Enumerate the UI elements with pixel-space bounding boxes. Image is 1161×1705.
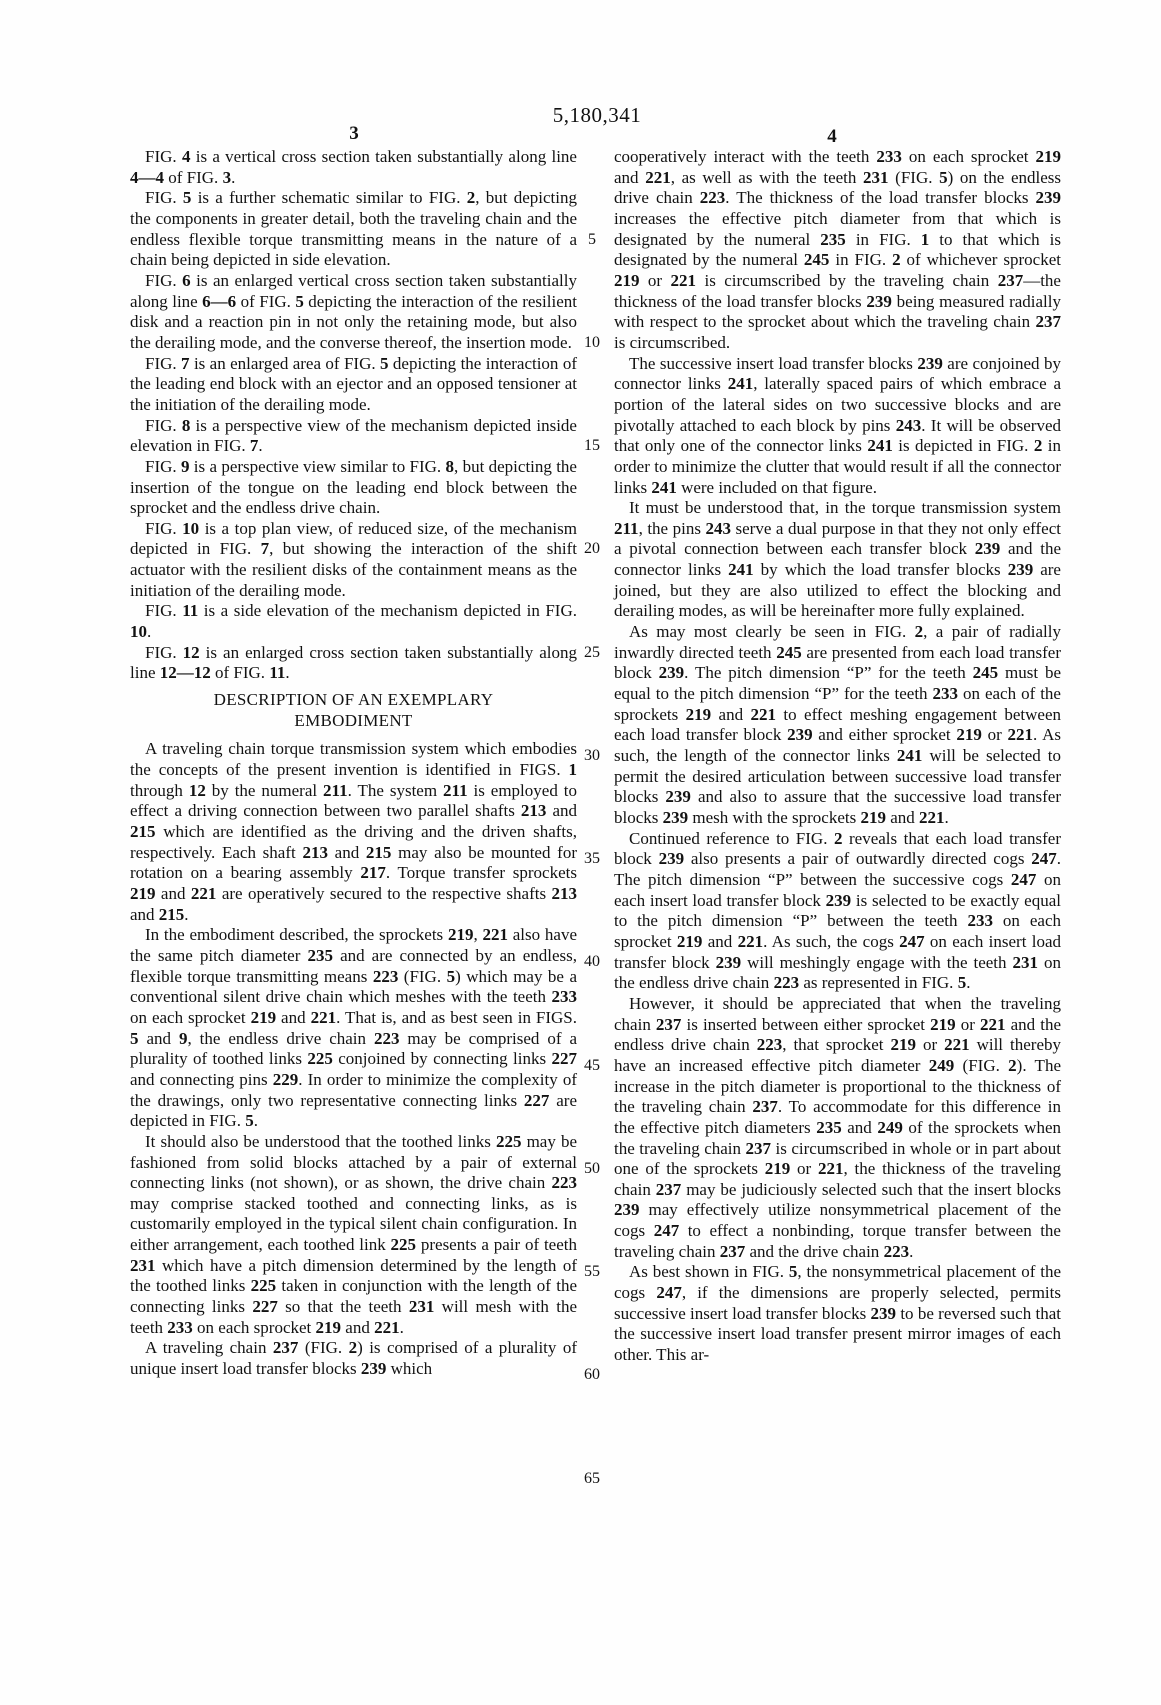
paragraph: It must be understood that, in the torque transmission system 211, the pins 243 serve a dual purpose in that they not only effect a pivotal connection between each transfer block 239 and the connector links 241 by which the load transfer blocks 239 are joined, but they are also utilized to effect the blocking and derailing modes, as will be hereinafter more fully explained. (614, 498, 1061, 621)
paragraph: As may most clearly be seen in FIG. 2, a pair of radially inwardly directed teeth 245 are presented from each load transfer block 239. The pitch dimension “P” for the teeth 245 must be equal to the pitch dimension “P” for the teeth 233 on each of the sprockets 219 and 221 to effect meshing engagement between each load transfer block 239 and either sprocket 219 or 221. As such, the length of the connector links 241 will be selected to permit the desired articulation between successive load transfer blocks 239 and also to assure that the successive load transfer blocks 239 mesh with the sprockets 219 and 221. (614, 622, 1061, 827)
paragraph: FIG. 7 is an enlarged area of FIG. 5 depicting the interaction of the leading end block with an ejector and an opposed tensioner at the initiation of the derailing mode. (130, 353, 577, 414)
line-number: 40 (584, 953, 600, 971)
paragraph: FIG. 6 is an enlarged vertical cross section taken substantially along line 6—6 of FIG. 5 depicting the interaction of the resilient disk and a reaction pin in not only the retaining mode, but also the derailing mode, and the converse thereof, the insertion mode. (130, 270, 577, 352)
left-text-column (130, 147, 577, 1380)
paragraph: However, it should be appreciated that when the traveling chain 237 is inserted between either sprocket 219 or 221 and the endless drive chain 223, that sprocket 219 or 221 will thereby have an increased effective pitch diameter 249 (FIG. 2). The increase in the pitch diameter is proportional to the thickness of the traveling chain 237. To accommodate for this difference in the effective pitch diameters 235 and 249 of the sprockets when the traveling chain 237 is circumscribed in whole or in part about one of the sprockets 219 or 221, the thickness of the traveling chain 237 may be judiciously selected such that the insert blocks 239 may effectively utilize nonsymmetrical placement of the cogs 247 to effect a nonbinding, torque transfer between the traveling chain 237 and the drive chain 223. (614, 993, 1062, 1261)
paragraph: A traveling chain 237 (FIG. 2) is comprised of a plurality of unique insert load transfer blocks 239 which (130, 1338, 578, 1379)
line-number: 30 (584, 746, 600, 764)
line-number: 25 (584, 643, 600, 661)
paragraph: FIG. 8 is a perspective view of the mechanism depicted inside elevation in FIG. 7. (130, 415, 577, 456)
paragraph: FIG. 4 is a vertical cross section taken substantially along line 4—4 of FIG. 3. (130, 147, 577, 187)
paragraph: FIG. 12 is an enlarged cross section taken substantially along line 12—12 of FIG. 11. (130, 642, 577, 683)
line-number: 60 (584, 1366, 600, 1384)
paragraph: It should also be understood that the toothed links 225 may be fashioned from solid blocks attached by a pair of external connecting links (not shown), or as shown, the drive chain 223 may comprise stacked toothed and connecting links, as is customarily employed in the typical silent chain configuration. In either arrangement, each toothed link 225 presents a pair of teeth 231 which have a pitch dimension determined by the length of the toothed links 225 taken in conjunction with the length of the connecting links 227 so that the teeth 231 will mesh with the teeth 233 on each sprocket 219 and 221. (130, 1131, 577, 1337)
line-number: 20 (584, 540, 600, 558)
paragraph: A traveling chain torque transmission system which embodies the concepts of the present invention is identified in FIGS. 1 through 12 by the numeral 211. The system 211 is employed to effect a driving connection between two parallel shafts 213 and 215 which are identified as the driving and the driven shafts, respectively. Each shaft 213 and 215 may also be mounted for rotation on a bearing assembly 217. Torque transfer sprockets 219 and 221 are operatively secured to the respective shafts 213 and 215. (130, 739, 578, 924)
paragraph: FIG. 11 is a side elevation of the mechanism depicted in FIG. 10. (130, 601, 577, 642)
line-number: 35 (584, 850, 600, 868)
paragraph: In the embodiment described, the sprockets 219, 221 also have the same pitch diameter 235 and are connected by an endless, flexible torque transmitting means 223 (FIG. 5) which may be a conventional silent drive chain which meshes with the teeth 233 on each sprocket 219 and 221. That is, and as best seen in FIGS. 5 and 9, the endless drive chain 223 may be comprised of a plurality of toothed links 225 conjoined by connecting links 227 and connecting pins 229. In order to minimize the complexity of the drawings, only two representative connecting links 227 are depicted in FIG. 5. (130, 925, 578, 1131)
line-number-gutter (574, 0, 610, 1705)
line-number: 45 (584, 1056, 600, 1074)
section-heading: DESCRIPTION OF AN EXEMPLARY EMBODIMENT (213, 690, 494, 730)
paragraph: As best shown in FIG. 5, the nonsymmetrical placement of the cogs 247, if the dimensions are properly selected, permits successive insert load transfer blocks 239 to be reversed such that the successive insert load transfer present mirror images of each other. This ar- (614, 1262, 1062, 1365)
line-number: 50 (584, 1159, 600, 1177)
paragraph: FIG. 5 is a further schematic similar to FIG. 2, but depicting the components in greater detail, both the traveling chain and the endless flexible torque transmitting means in the nature of a chain being depicted in side elevation. (130, 188, 577, 270)
line-number: 5 (588, 230, 596, 248)
line-number: 65 (584, 1469, 600, 1487)
line-number: 15 (584, 437, 600, 455)
paragraph: cooperatively interact with the teeth 233 on each sprocket 219 and 221, as well as with the teeth 231 (FIG. 5) on the endless drive chain 223. The thickness of the load transfer blocks 239 increases the effective pitch diameter from that which is designated by the numeral 235 in FIG. 1 to that which is designated by the numeral 245 in FIG. 2 of whichever sprocket 219 or 221 is circumscribed by the traveling chain 237—the thickness of the load transfer blocks 239 being measured radially with respect to the sprocket about which the traveling chain 237 is circumscribed. (614, 147, 1062, 352)
patent-number: 5,180,341 (552, 103, 642, 127)
paragraph: The successive insert load transfer blocks 239 are conjoined by connector links 241, laterally spaced pairs of which embrace a portion of the lateral sides on two successive blocks and are pivotally attached to each block by pins 243. It will be observed that only one of the connector links 241 is depicted in FIG. 2 in order to minimize the clutter that would result if all the connector links 241 were included on that figure. (614, 353, 1061, 497)
paragraph: Continued reference to FIG. 2 reveals that each load transfer block 239 also presents a pair of outwardly directed cogs 247. The pitch dimension “P” between the successive cogs 247 on each insert load transfer block 239 is selected to be exactly equal to the pitch dimension “P” between the teeth 233 on each sprocket 219 and 221. As such, the cogs 247 on each insert load transfer block 239 will meshingly engage with the teeth 231 on the endless drive chain 223 as represented in FIG. 5. (614, 828, 1062, 993)
paragraph: FIG. 10 is a top plan view, of reduced size, of the mechanism depicted in FIG. 7, but showing the interaction of the shift actuator with the resilient disks of the containment means as the initiation of the derailing mode. (130, 518, 578, 600)
line-number: 10 (584, 333, 600, 351)
page-column-number-4: 4 (827, 126, 837, 147)
page-column-number-3: 3 (349, 123, 359, 144)
paragraph: FIG. 9 is a perspective view similar to FIG. 8, but depicting the insertion of the tongue on the leading end block between the sprocket and the endless drive chain. (130, 456, 577, 518)
right-text-column (614, 147, 1061, 1366)
line-number: 55 (584, 1263, 600, 1281)
